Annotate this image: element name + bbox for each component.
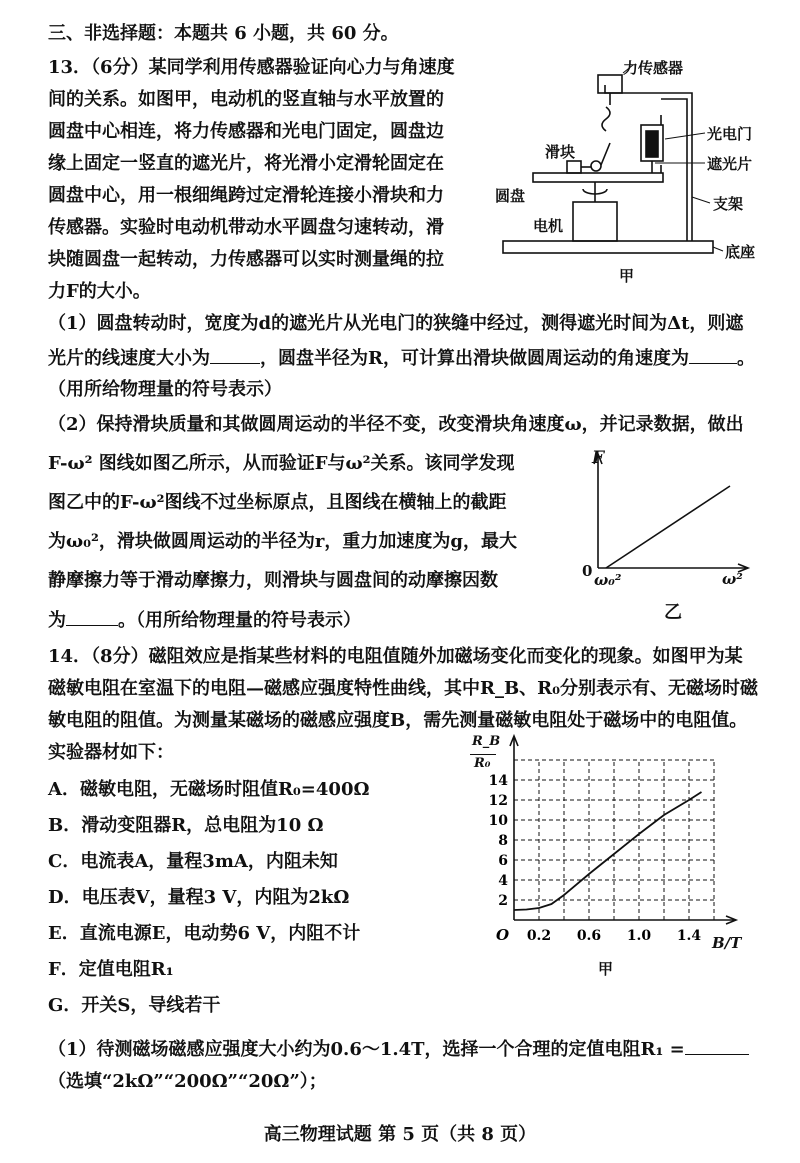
q13-stem-line: 力F的大小。 (48, 281, 151, 302)
q13-part2-line: （2）保持滑块质量和其做圆周运动的半径不变，改变滑块角速度ω，并记录数据，做出 (48, 414, 744, 435)
y-label-fraction-bar (470, 754, 496, 755)
label-force-sensor: 力传感器 (623, 59, 684, 77)
y-tick-label: 2 (498, 893, 508, 909)
equipment-item: E．直流电源E，电动势6 V，内阻不计 (48, 923, 361, 944)
apparatus-figure (495, 55, 795, 290)
q14-stem-line: 实验器材如下： (48, 742, 174, 763)
chart-caption: 甲 (598, 960, 614, 978)
q14-stem-line: 敏电阻的阻值。为测量某磁场的磁感应强度B，需先测量磁敏电阻处于磁场中的电阻值。 (48, 710, 748, 731)
q13-part2-line: 图乙中的F-ω²图线不过坐标原点，且图线在横轴上的截距 (48, 492, 507, 513)
q13-part2-line: 静摩擦力等于滑动摩擦力，则滑块与圆盘间的动摩擦因数 (48, 570, 498, 591)
figure-caption-jia: 甲 (619, 267, 635, 285)
y-tick-label: 6 (498, 853, 508, 869)
q13-stem-line: 传感器。实验时电动机带动水平圆盘匀速转动，滑 (48, 217, 444, 238)
answer-blank[interactable] (210, 345, 260, 364)
section-title: 三、非选择题：本题共 6 小题，共 60 分。 (48, 23, 399, 44)
label-disk: 圆盘 (495, 187, 526, 205)
x-tick-label: 1.4 (676, 928, 702, 944)
q13-stem-line: 间的关系。如图甲，电动机的竖直轴与水平放置的 (48, 89, 444, 110)
x-axis-label: B/T (712, 934, 742, 952)
q13-part1-line2: 光片的线速度大小为 ，圆盘半径为R，可计算出滑块做圆周运动的角速度为 。 (48, 345, 755, 371)
q13-part2-line: F-ω² 图线如图乙所示，从而验证F与ω²关系。该同学发现 (48, 453, 515, 474)
q13-part2-text: 。（用所给物理量的符号表示） (118, 610, 361, 631)
y-tick-label: 10 (488, 813, 508, 829)
label-bracket: 支架 (713, 195, 744, 213)
f-omega-figure (572, 448, 772, 628)
q14-stem-line: 磁敏电阻在室温下的电阻—磁感应强度特性曲线，其中R_B、R₀分别表示有、无磁场时磁 (48, 678, 759, 699)
y-label-denominator: R₀ (474, 756, 491, 771)
x-axis-label: ω² (722, 570, 743, 588)
answer-blank[interactable] (66, 607, 118, 626)
q13-stem-line: 缘上固定一竖直的遮光片，将光滑小定滑轮固定在 (48, 153, 444, 174)
y-tick-label: 12 (488, 793, 508, 809)
y-axis-label: F (592, 448, 605, 468)
label-base: 底座 (725, 243, 756, 261)
q14-part1-line (48, 1036, 749, 1062)
q13-part1-line: （1）圆盘转动时，宽度为d的遮光片从光电门的狭缝中经过，测得遮光时间为Δt，则遮 (48, 313, 744, 334)
q13-stem-line: 13．（6分）某同学利用传感器验证向心力与角速度 (48, 57, 455, 78)
figure-caption-yi: 乙 (664, 602, 682, 623)
equipment-item: G．开关S，导线若干 (48, 995, 221, 1016)
answer-blank[interactable] (689, 345, 737, 364)
y-tick-label: 14 (488, 773, 508, 789)
equipment-item: C．电流表A，量程3mA，内阻未知 (48, 851, 338, 872)
q13-stem-line: 圆盘中心相连，将力传感器和光电门固定，圆盘边 (48, 121, 444, 142)
q14-part1-note: （选填“2kΩ”“200Ω”“20Ω”）； (48, 1071, 327, 1092)
equipment-item: B．滑动变阻器R，总电阻为10 Ω (48, 815, 324, 836)
equipment-item: F．定值电阻R₁ (48, 959, 174, 980)
page-footer: 高三物理试题 第 5 页（共 8 页） (263, 1124, 537, 1145)
magnetoresistance-chart (466, 732, 766, 982)
intercept-label: ω₀² (594, 571, 622, 589)
x-tick-label: 0.6 (576, 928, 602, 944)
label-shade: 遮光片 (707, 155, 753, 173)
q13-part2-text: 为 (48, 610, 66, 631)
q14-part1-text: （1）待测磁场磁感应强度大小约为0.6～1.4T，选择一个合理的定值电阻R₁ = (48, 1039, 685, 1060)
q13-stem-line: 圆盘中心，用一根细绳跨过定滑轮连接小滑块和力 (48, 185, 444, 206)
equipment-item: A．磁敏电阻，无磁场时阻值R₀=400Ω (48, 779, 370, 800)
y-tick-label: 8 (498, 833, 508, 849)
origin-label: O (496, 926, 510, 944)
y-label-numerator: R_B (472, 734, 501, 749)
label-light-gate: 光电门 (707, 125, 753, 143)
x-tick-label: 1.0 (626, 928, 652, 944)
q13-part1-text: ，圆盘半径为R，可计算出滑块做圆周运动的角速度为 (260, 348, 689, 369)
q13-stem-line: 块随圆盘一起转动，力传感器可以实时测量绳的拉 (48, 249, 444, 270)
y-tick-label: 4 (498, 873, 508, 889)
answer-blank[interactable] (685, 1036, 749, 1055)
origin-label: 0 (582, 562, 593, 580)
equipment-item: D．电压表V，量程3 V，内阻为2kΩ (48, 887, 350, 908)
q14-stem-line: 14．（8分）磁阻效应是指某些材料的电阻值随外加磁场变化而变化的现象。如图甲为某 (48, 646, 743, 667)
label-slider: 滑块 (545, 143, 576, 161)
label-motor: 电机 (533, 217, 564, 235)
f-omega-line (606, 486, 730, 568)
q13-part2-line-last (48, 607, 361, 633)
q13-part1-text: 光片的线速度大小为 (48, 348, 210, 369)
q13-part2-line: 为ω₀²，滑块做圆周运动的半径为r，重力加速度为g，最大 (48, 531, 517, 552)
q13-part1-note: （用所给物理量的符号表示） (48, 379, 282, 400)
data-series-line (514, 792, 702, 910)
x-tick-label: 0.2 (526, 928, 552, 944)
